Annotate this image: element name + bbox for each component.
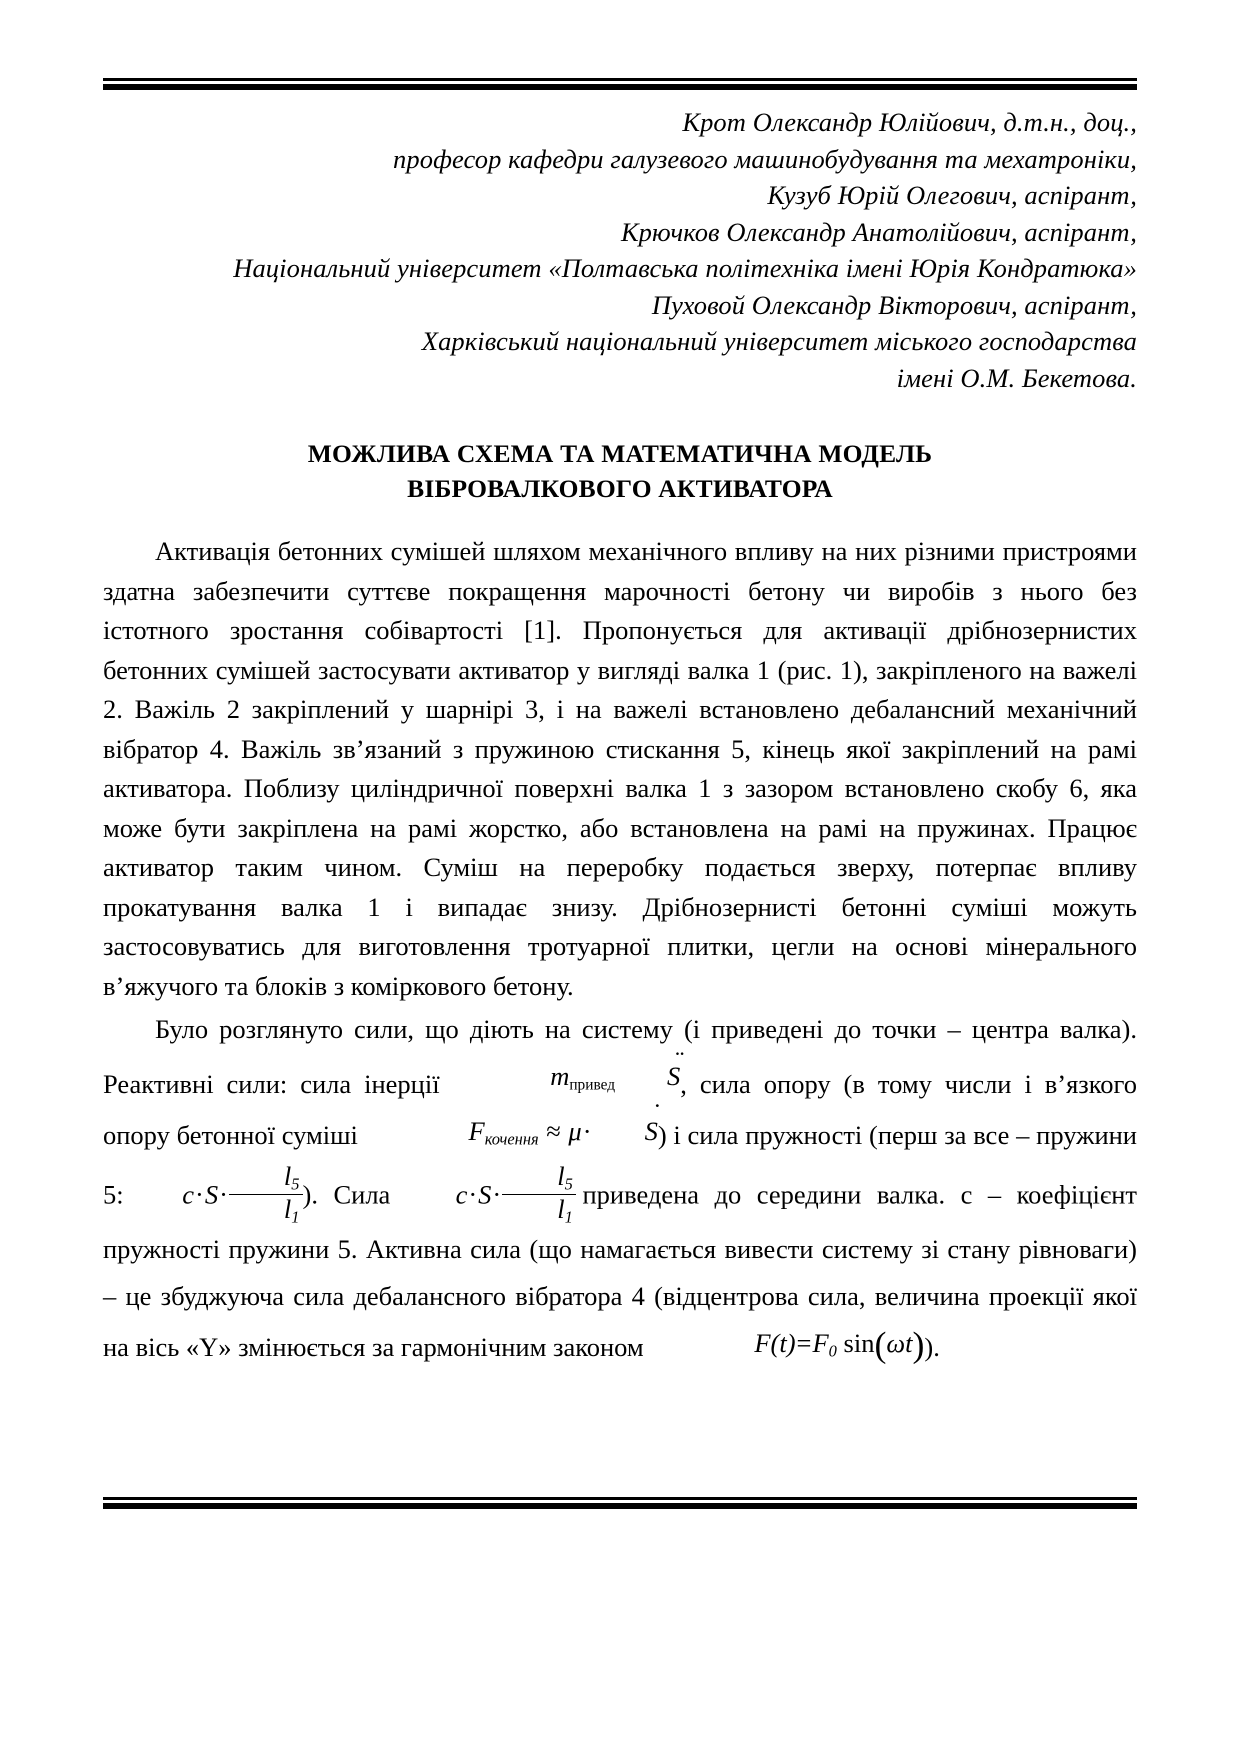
formula-excitation-argument: ωt (886, 1327, 913, 1358)
rule-thick-line (103, 1503, 1137, 1509)
math-sentence-1: Було розглянуто сили, що діють на систему (і приведені до точки – центра валка). Реактивні сили: сила інерції (103, 1014, 1137, 1099)
fraction-denominator (229, 1193, 303, 1227)
formula-spring-force-1 (124, 1160, 303, 1227)
numerator-symbol: l (283, 1160, 292, 1191)
formula-excitation-function: sin (843, 1327, 875, 1358)
formula-spring2-fraction (502, 1160, 576, 1227)
formula-spring1-operator: · (195, 1179, 204, 1210)
denominator-symbol: l (557, 1193, 565, 1224)
author-line: професор кафедри галузевого машинобудування та мехатроніки, (393, 143, 1137, 174)
numerator-subscript: 5 (291, 1174, 300, 1194)
formula-rolling-resistance (358, 1108, 658, 1163)
numerator-symbol: l (557, 1160, 565, 1191)
formula-rolling-operator: · (582, 1116, 592, 1147)
open-paren: ( (874, 1323, 887, 1364)
denominator-subscript: 1 (564, 1207, 573, 1227)
formula-spring-force-2 (390, 1160, 582, 1227)
formula-excitation-force (644, 1320, 925, 1375)
author-affiliation-block (103, 104, 1137, 396)
body-paragraph-2 (103, 1006, 1137, 1374)
paragraph-text-with-math (103, 1006, 1137, 1374)
footer-rule (103, 1497, 1137, 1509)
page-title (103, 436, 1137, 506)
formula-rolling-base: F (468, 1116, 485, 1147)
author-line: Харківський національний університет міського господарства (421, 326, 1137, 356)
formula-spring2-operator: · (468, 1179, 478, 1210)
formula-spring2-variable: S (478, 1179, 492, 1210)
formula-inertia-subscript: привед (569, 1076, 616, 1094)
formula-spring1-coefficient: c (182, 1179, 195, 1210)
author-line: Пуховой Олександр Вікторович, аспірант, (651, 289, 1137, 320)
formula-excitation-equals: = (796, 1327, 812, 1358)
math-sentence-5: приведена до середини валка. с – коефіцієнт пружності пружини 5. Активна сила (що намагається вивести систему зі стану рівноваги) – це збуджуюча сила дебалансного вібратора 4 (відцентрова сила, величина проекції якої на вісь «Y» змінюється за гармонічним законом (103, 1179, 1138, 1362)
title-line: ВІБРОВАЛКОВОГО АКТИВАТОРА (407, 474, 833, 503)
fraction-numerator (502, 1160, 576, 1194)
formula-inertia-variable: S (667, 1061, 681, 1091)
body-paragraph-1 (103, 532, 1137, 1006)
close-paren: ) (912, 1323, 925, 1364)
formula-rolling-coefficient: μ (568, 1116, 582, 1147)
formula-excitation-amplitude: F (812, 1327, 829, 1358)
author-line: імені О.М. Бекетова. (896, 362, 1137, 393)
fraction-bar (229, 1194, 303, 1195)
page-content (103, 104, 1137, 1374)
formula-spring2-coefficient: c (455, 1179, 468, 1210)
author-line: Кузуб Юрій Олегович, аспірант, (767, 180, 1137, 210)
author-line: Національний університет «Полтавська політехніка імені Юрія Кондратюка» (233, 253, 1137, 283)
formula-spring1-operator-2: · (219, 1179, 228, 1210)
fraction-denominator (502, 1193, 576, 1227)
title-line: МОЖЛИВА СХЕМА ТА МАТЕМАТИЧНА МОДЕЛЬ (307, 439, 933, 468)
author-line: Крот Олександр Юлійович, д.т.н., доц., (682, 107, 1137, 137)
math-sentence-6: ). (924, 1331, 940, 1362)
header-rule (103, 78, 1137, 90)
math-sentence-3: ) і сила пружності (перш за все – пружини 5: (103, 1120, 1137, 1210)
formula-excitation-amplitude-sub: 0 (828, 1341, 837, 1361)
rule-thick-line (103, 84, 1137, 90)
formula-spring1-variable: S (204, 1179, 219, 1210)
paragraph-text: Активація бетонних сумішей шляхом механічного впливу на них різними пристроями здатна забезпечити суттєве покращення марочності бетону чи виробів з нього без істотного зростання собівартості [1]. Пропонується для активації дрібнозернистих бетонних сумішей застосувати активатор у вигляді валка 1 (рис. 1), закріпленого на важелі 2. Важіль 2 закріплений у шарнірі 3, і на важелі встановлено дебалансний механічний вібратор 4. Важіль зв’язаний з пружиною стискання 5, кінець якої закріплений на рамі активатора. Поблизу циліндричної поверхні валка 1 з зазором встановлено скобу 6, яка може бути закріплена на рамі жорстко, або встановлена на рамі на пружинах. Працює активатор таким чином. Суміш на переробку подається зверху, потерпає впливу прокатування валка 1 і випадає знизу. Дрібнозернисті бетонні суміші можуть застосовуватись для виготовлення тротуарної плитки, цегли на основі мінерального в’яжучого та блоків з коміркового бетону. (103, 536, 1137, 1001)
denominator-symbol: l (283, 1193, 292, 1224)
formula-inertia-base: m (550, 1061, 570, 1091)
numerator-subscript: 5 (564, 1174, 573, 1194)
author-line: Крючков Олександр Анатолійович, аспірант, (620, 216, 1137, 247)
formula-rolling-variable: S (644, 1116, 658, 1147)
formula-rolling-subscript: кочення (484, 1129, 539, 1149)
formula-spring2-operator-2: · (492, 1179, 502, 1210)
formula-spring1-fraction (229, 1160, 303, 1227)
fraction-numerator (229, 1160, 303, 1194)
math-sentence-4: ). Сила (302, 1179, 391, 1210)
formula-rolling-relation: ≈ (546, 1116, 561, 1147)
math-sentence-2: , сила опору (в тому числи і в’язкого опору бетонної суміші (103, 1068, 1137, 1151)
formula-excitation-left: F(t) (754, 1327, 796, 1358)
denominator-subscript: 1 (291, 1207, 300, 1227)
